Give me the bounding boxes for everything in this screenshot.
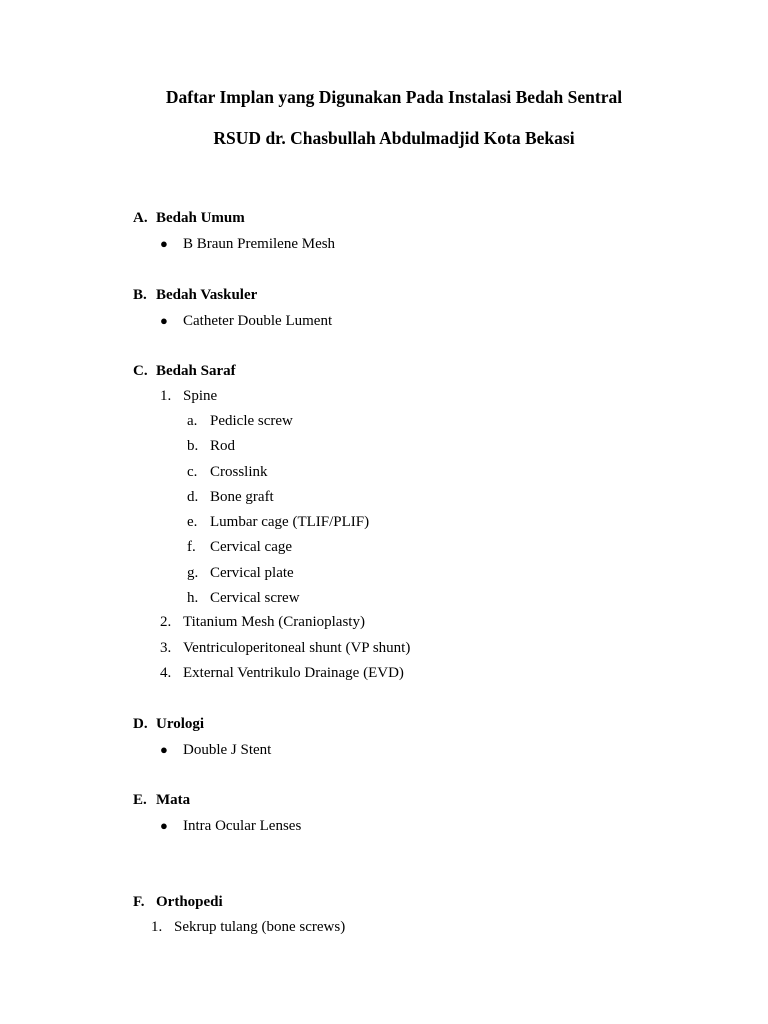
sub-list-label: Cervical cage	[210, 539, 293, 555]
list-item-label: Sekrup tulang (bone screws)	[174, 919, 346, 935]
sub-list-mark: g.	[187, 565, 199, 581]
section-heading-urologi	[133, 716, 204, 733]
list-number: 4.	[160, 665, 172, 681]
bullet-icon: ●	[160, 742, 168, 757]
sub-list-mark: f.	[187, 539, 196, 555]
list-number: 3.	[160, 640, 172, 656]
sub-list-mark: d.	[187, 489, 199, 505]
list-number: 1.	[160, 388, 172, 404]
section-heading-bedah-vaskuler	[133, 287, 257, 304]
section-letter: B.	[133, 287, 147, 303]
section-letter: C.	[133, 363, 148, 379]
sub-list-label: Rod	[210, 438, 236, 454]
section-title: Bedah Saraf	[156, 363, 236, 379]
sub-list-mark: a.	[187, 413, 198, 429]
section-title: Bedah Vaskuler	[156, 287, 258, 303]
section-letter: E.	[133, 792, 147, 808]
bullet-icon: ●	[160, 818, 168, 833]
section-heading-orthopedi	[133, 894, 223, 911]
document-subtitle: RSUD dr. Chasbullah Abdulmadjid Kota Bekasi	[213, 128, 575, 148]
list-item-label: B Braun Premilene Mesh	[183, 236, 336, 252]
sub-list-label: Crosslink	[210, 464, 268, 480]
section-heading-bedah-umum	[133, 210, 245, 227]
sub-list-mark: b.	[187, 438, 199, 454]
sub-list-label: Cervical screw	[210, 590, 300, 606]
section-title: Orthopedi	[156, 894, 223, 910]
section-heading-mata	[133, 792, 190, 809]
bullet-icon: ●	[160, 313, 168, 328]
list-item-label: External Ventrikulo Drainage (EVD)	[183, 665, 404, 681]
bullet-icon: ●	[160, 236, 168, 251]
section-title: Mata	[156, 792, 191, 808]
sub-list-label: Bone graft	[210, 489, 274, 505]
list-item-label: Spine	[183, 388, 218, 404]
sub-list-mark: c.	[187, 464, 198, 480]
section-heading-bedah-saraf	[133, 363, 236, 380]
list-item-label: Ventriculoperitoneal shunt (VP shunt)	[183, 640, 411, 656]
sub-list-mark: e.	[187, 514, 198, 530]
sub-list-label: Lumbar cage (TLIF/PLIF)	[210, 514, 370, 530]
list-item-label: Double J Stent	[183, 742, 272, 758]
list-number: 1.	[151, 919, 163, 935]
list-number: 2.	[160, 614, 172, 630]
section-title: Urologi	[156, 716, 205, 732]
sub-list-label: Cervical plate	[210, 565, 294, 581]
document-title: Daftar Implan yang Digunakan Pada Instalasi Bedah Sentral	[165, 87, 623, 107]
sub-list-mark: h.	[187, 590, 199, 606]
section-letter: F.	[133, 894, 145, 910]
list-item-label: Intra Ocular Lenses	[183, 818, 302, 834]
sub-list-label: Pedicle screw	[210, 413, 293, 429]
section-letter: A.	[133, 210, 148, 226]
section-title: Bedah Umum	[156, 210, 245, 226]
section-letter: D.	[133, 716, 148, 732]
list-item-label: Titanium Mesh (Cranioplasty)	[183, 614, 365, 630]
list-item-label: Catheter Double Lument	[183, 313, 333, 329]
